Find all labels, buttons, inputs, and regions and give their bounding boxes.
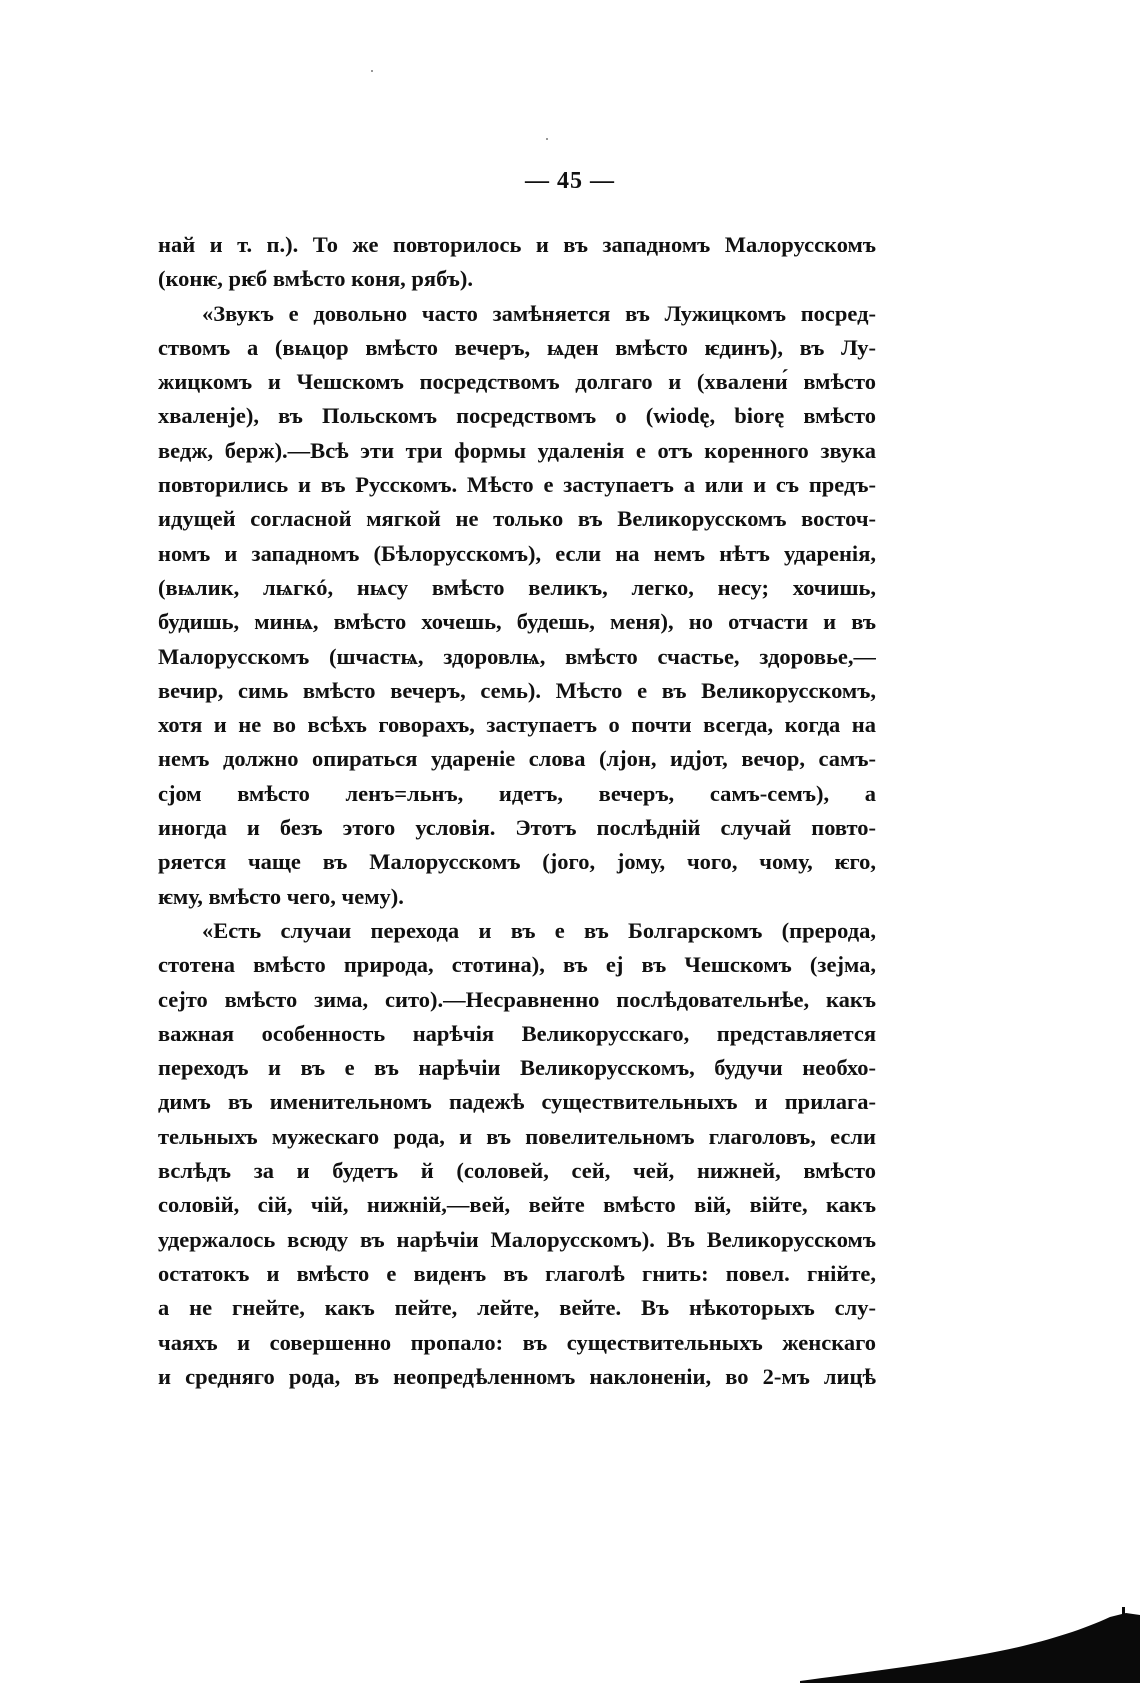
scan-speck xyxy=(546,138,548,140)
text-line: немъ должно опираться удареніе слова (лјон, идјот, вечор, самъ- xyxy=(158,746,876,772)
text-line: тельныхъ мужескаго рода, и въ повелительномъ глаголовъ, если xyxy=(158,1123,876,1149)
text-line: идущей согласной мягкой не только въ Великорусскомъ восточ- xyxy=(158,506,876,532)
text-line: Малорусскомъ (шчастѩ, здоровлѩ, вмѣсто счастье, здоровье,— xyxy=(158,643,876,669)
text-line: ѥму, вмѣсто чего, чему). xyxy=(158,883,404,909)
text-line: (вѩлик, лѩгкó, нѩсу вмѣсто великъ, легко, несу; хочишь, xyxy=(158,574,876,600)
text-line: будишь, минѩ, вмѣсто хочешь, будешь, меня), но отчасти и въ xyxy=(158,609,876,635)
text-line: димъ въ именительномъ падежѣ существительныхъ и прилага- xyxy=(158,1089,876,1115)
text-line: и средняго рода, въ неопредѣленномъ наклоненіи, во 2-мъ лицѣ xyxy=(158,1363,876,1389)
text-line: сејто вмѣсто зима, сито).—Несравненно послѣдовательнѣе, какъ xyxy=(158,986,876,1012)
text-line: сјом вмѣсто ленъ=льнъ, идетъ, вечеръ, самъ-семъ), а xyxy=(158,780,876,806)
text-line: повторились и въ Русскомъ. Мѣсто е заступаетъ а или и съ предъ- xyxy=(158,472,876,498)
text-line: номъ и западномъ (Бѣлорусскомъ), если на немъ нѣтъ ударенія, xyxy=(158,540,876,566)
text-line: переходъ и въ е въ нарѣчіи Великорусскомъ, будучи необхо- xyxy=(158,1055,876,1081)
text-line: (конѥ, рѥб вмѣсто коня, рябъ). xyxy=(158,266,473,292)
text-line: соловій, сій, чій, нижній,—вей, вейте вмѣсто вій, війте, какъ xyxy=(158,1192,876,1218)
scan-speck xyxy=(371,70,373,72)
text-line: вслѣдъ за и будетъ й (соловей, сей, чей, нижней, вмѣсто xyxy=(158,1158,876,1184)
text-line: чаяхъ и совершенно пропало: въ существительныхъ женскаго xyxy=(158,1329,876,1355)
page-number: — 45 — xyxy=(525,168,615,194)
body-text xyxy=(158,228,876,1394)
text-line: хотя и не во всѣхъ говорахъ, заступаетъ о почти всегда, когда на xyxy=(158,712,876,738)
text-line: вечир, симь вмѣсто вечеръ, семь). Мѣсто е въ Великорусскомъ, xyxy=(158,677,876,703)
text-line: ствомъ а (вѩцор вмѣсто вечеръ, ѩден вмѣсто ѥдинъ), въ Лу- xyxy=(158,334,876,360)
text-line: хваленје), въ Польскомъ посредствомъ о (wiodę, biorę вмѣсто xyxy=(158,403,876,429)
text-line: важная особенность нарѣчія Великорусскаго, представляется xyxy=(158,1020,876,1046)
text-line: остатокъ и вмѣсто е виденъ въ глаголѣ гнить: повел. гнійте, xyxy=(158,1260,876,1286)
text-line: удержалось всюду въ нарѣчіи Малорусскомъ). Въ Великорусскомъ xyxy=(158,1226,876,1252)
text-line: «Звукъ е довольно часто замѣняется въ Лужицкомъ посред- xyxy=(202,300,876,326)
text-line: ряется чаще въ Малорусскомъ (јого, јому, чого, чому, ѥго, xyxy=(158,849,876,875)
text-line: жицкомъ и Чешскомъ посредствомъ долгаго и (хвалени́ вмѣсто xyxy=(158,369,876,395)
text-line: иногда и безъ этого условія. Этотъ послѣдній случай повто- xyxy=(158,815,876,841)
text-line: ведж, берж).—Всѣ эти три формы удаленія е отъ коренного звука xyxy=(158,437,876,463)
scan-edge-shadow xyxy=(800,1603,1140,1683)
text-line: а не гнейте, какъ пейте, лейте, вейте. Въ нѣкоторыхъ слу- xyxy=(158,1295,876,1321)
text-line: стотена вмѣсто природа, стотина), въ еј въ Чешскомъ (зејма, xyxy=(158,952,876,978)
text-line: най и т. п.). То же повторилось и въ западномъ Малорусскомъ xyxy=(158,232,876,257)
text-line: «Есть случаи перехода и въ е въ Болгарскомъ (прерода, xyxy=(202,917,876,943)
